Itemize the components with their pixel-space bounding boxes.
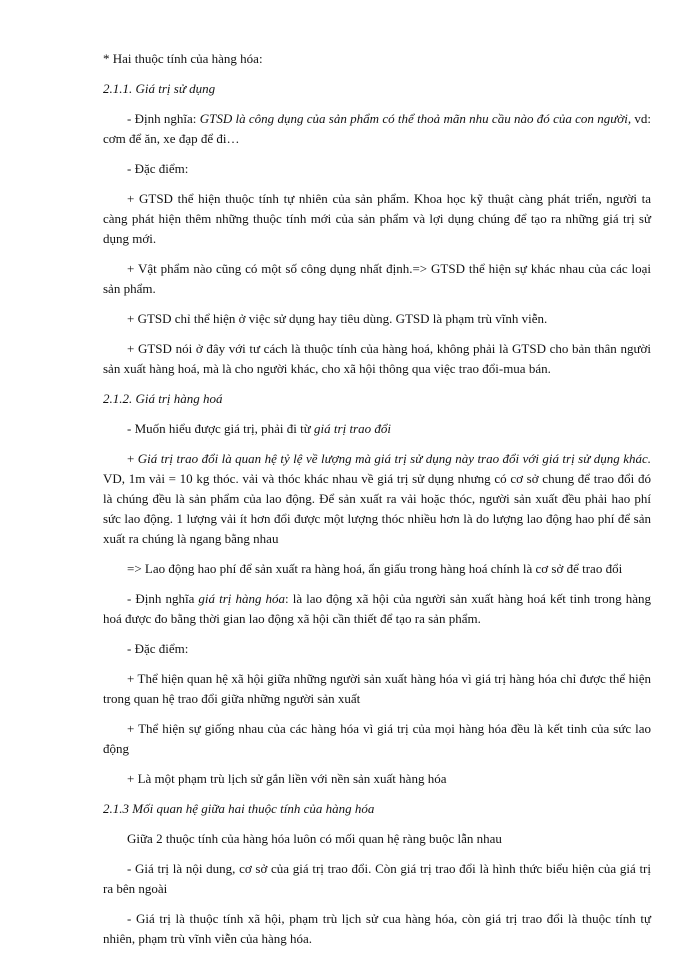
text-run: vd: cơm để ăn, xe đạp để đi… bbox=[103, 111, 651, 146]
text-run: - Đặc điểm: bbox=[127, 161, 189, 176]
text-run: - Giá trị là nội dung, cơ sở của giá trị trao đổi. Còn giá trị trao đổi là hình thức biểu hiện của giá trị ra bên ngoài bbox=[103, 861, 651, 896]
paragraph-labor-basis bbox=[103, 559, 651, 579]
paragraph-use-value-point-3 bbox=[103, 309, 651, 329]
text-run: - Định nghĩa bbox=[127, 591, 199, 606]
text-run: + Thể hiện quan hệ xã hội giữa những người sản xuất hàng hóa vì giá trị hàng hóa chỉ được thể hiện trong quan hệ trao đổi giữa những người sản xuất bbox=[103, 671, 651, 706]
text-run: * Hai thuộc tính của hàng hóa: bbox=[103, 51, 263, 66]
text-run: - Giá trị là thuộc tính xã hội, phạm trù lịch sử cua hàng hóa, còn giá trị trao đổi là thuộc tính tự nhiên, phạm trù vĩnh viễn của hàng hóa. bbox=[103, 911, 651, 946]
heading-use-value bbox=[103, 79, 651, 99]
heading-commodity-value bbox=[103, 389, 651, 409]
italic-text: 2.1.3 Mối quan hệ giữa hai thuộc tính của hàng hóa bbox=[103, 801, 375, 816]
paragraph-use-value-point-2 bbox=[103, 259, 651, 299]
text-run: + GTSD nói ở đây với tư cách là thuộc tính của hàng hoá, không phải là GTSD cho bản thân người sản xuất hàng hoá, mà là cho người khác, cho xã hội thông qua việc trao đổi-mua bán. bbox=[103, 341, 651, 376]
paragraph-relationship-point-2 bbox=[103, 909, 651, 949]
text-run: + Là một phạm trù lịch sử gắn liền với nền sản xuất hàng hóa bbox=[127, 771, 447, 786]
text-run: - Đặc điểm: bbox=[127, 641, 189, 656]
text-run: - Định nghĩa: bbox=[127, 111, 200, 126]
text-run: + Thể hiện sự giống nhau của các hàng hóa vì giá trị của mọi hàng hóa đều là kết tinh của sức lao động bbox=[103, 721, 651, 756]
paragraph-features-label-2 bbox=[103, 639, 651, 659]
paragraph-relationship-intro bbox=[103, 829, 651, 849]
paragraph-definition-value bbox=[103, 589, 651, 629]
paragraph-use-value-point-4 bbox=[103, 339, 651, 379]
paragraph-exchange-intro bbox=[103, 419, 651, 439]
italic-text: GTSD là công dụng của sản phẩm có thể thoả mãn nhu cầu nào đó của con người, bbox=[199, 111, 632, 126]
paragraph-value-point-3 bbox=[103, 769, 651, 789]
text-run: + bbox=[127, 451, 138, 466]
paragraph-value-point-1 bbox=[103, 669, 651, 709]
paragraph-relationship-point-1 bbox=[103, 859, 651, 899]
paragraph-features-label bbox=[103, 159, 651, 179]
italic-text: giá trị trao đổi bbox=[314, 421, 391, 436]
paragraph-use-value-point-1 bbox=[103, 189, 651, 249]
paragraph-exchange-value bbox=[103, 449, 651, 549]
section-heading-properties bbox=[103, 49, 651, 69]
italic-text: 2.1.2. Giá trị hàng hoá bbox=[103, 391, 223, 406]
italic-text: 2.1.1. Giá trị sử dụng bbox=[103, 81, 216, 96]
paragraph-value-point-2 bbox=[103, 719, 651, 759]
text-run: => Lao động hao phí để sản xuất ra hàng hoá, ẩn giấu trong hàng hoá chính là cơ sở để trao đổi bbox=[127, 561, 623, 576]
document-body bbox=[103, 49, 651, 959]
text-run: - Muốn hiểu được giá trị, phải đi từ bbox=[127, 421, 315, 436]
text-run: : là lao động xã hội của người sản xuất hàng hoá kết tinh trong hàng hoá được đo bằng thời gian lao động xã hội cần thiết để tạo ra sản phẩm. bbox=[103, 591, 651, 626]
heading-relationship bbox=[103, 799, 651, 819]
paragraph-definition-use-value bbox=[103, 109, 651, 149]
text-run: Giữa 2 thuộc tính của hàng hóa luôn có mối quan hệ ràng buộc lẫn nhau bbox=[127, 831, 502, 846]
text-run: + Vật phẩm nào cũng có một số công dụng nhất định.=> GTSD thể hiện sự khác nhau của các loại sản phẩm. bbox=[103, 261, 651, 296]
italic-text: giá trị hàng hóa bbox=[198, 591, 286, 606]
text-run: VD, 1m vải = 10 kg thóc. vải và thóc khác nhau về giá trị sử dụng nhưng có cơ sở chung để trao đổi đó là chúng đều là sản phẩm của lao động. Để sản xuất ra vải hoặc thóc, người sản xuất đều phải hao phí sức lao động. 1 lượng vải ít hơn đổi được một lượng thóc nhiều hơn là do lượng lao động hao phí để sản xuất ra chúng là ngang bằng nhau bbox=[103, 471, 651, 546]
italic-text: Giá trị trao đổi là quan hệ tỷ lệ về lượng mà giá trị sử dụng này trao đổi với giá trị sử dụng khác. bbox=[137, 451, 651, 466]
text-run: + GTSD thể hiện thuộc tính tự nhiên của sản phẩm. Khoa học kỹ thuật càng phát triển, người ta càng phát hiện thêm những thuộc tính mới của sản phẩm và lợi dụng chúng để tạo ra những giá trị sử dụng mới. bbox=[103, 191, 651, 246]
text-run: + GTSD chỉ thể hiện ở việc sử dụng hay tiêu dùng. GTSD là phạm trù vĩnh viễn. bbox=[127, 311, 548, 326]
